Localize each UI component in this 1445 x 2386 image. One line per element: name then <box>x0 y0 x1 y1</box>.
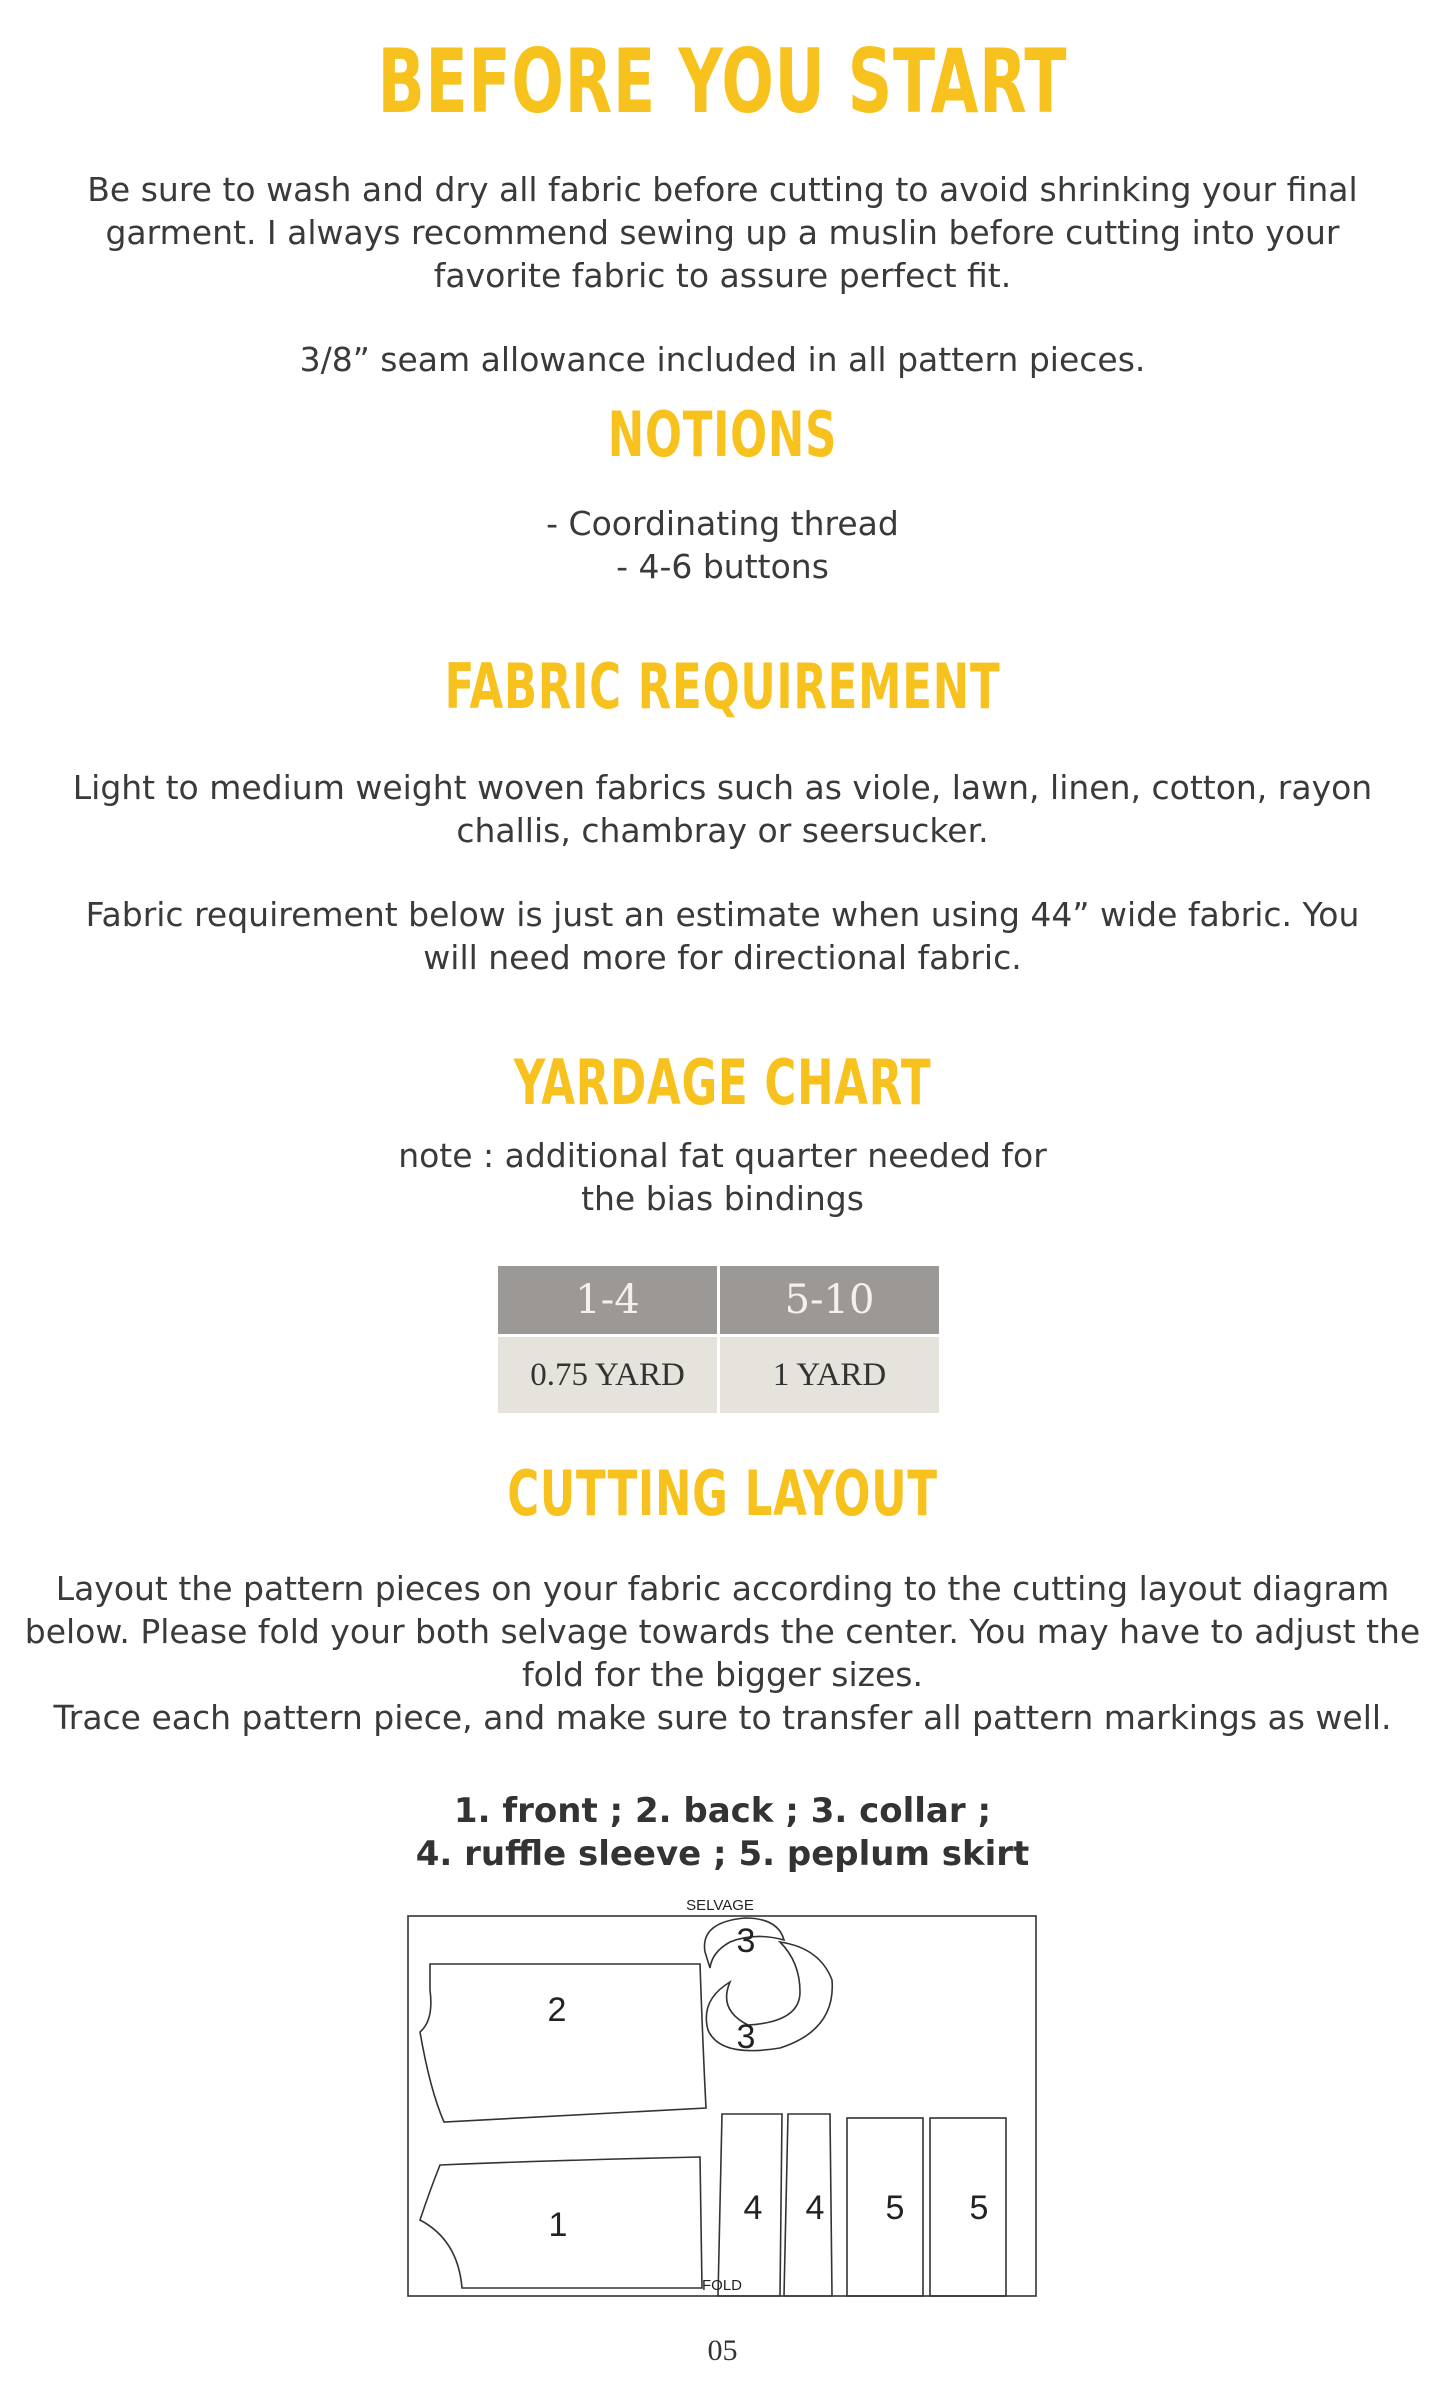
cutting-instructions <box>0 1567 1445 1739</box>
size-range-header: 1-4 <box>498 1266 719 1336</box>
back-piece <box>420 1964 706 2122</box>
before-line-1: Be sure to wash and dry all fabric before cutting to avoid shrinking your final <box>87 170 1358 209</box>
fold-label: FOLD <box>701 2277 743 2294</box>
fabric-requirement-heading: FABRIC REQUIREMENT <box>444 650 1001 723</box>
piece-label: 5 <box>885 2189 905 2227</box>
yardage-table <box>498 1266 942 1413</box>
before-line-3: favorite fabric to assure perfect fit. <box>433 256 1012 295</box>
cutting-layout-diagram <box>400 1890 1050 2310</box>
fabric-line-2: challis, chambray or seersucker. <box>456 811 989 850</box>
peplum-skirt-piece <box>930 2118 1006 2296</box>
notion-item: - 4-6 buttons <box>616 547 829 586</box>
pattern-pieces-legend <box>0 1790 1445 1876</box>
page-number: 05 <box>707 2334 738 2367</box>
fabric-estimate-paragraph <box>0 893 1445 979</box>
cutting-line-2: below. Please fold your both selvage towards the center. You may have to adjust the <box>24 1612 1421 1651</box>
fabric-types-paragraph <box>0 766 1445 852</box>
fabric-line-1: Light to medium weight woven fabrics such as viole, lawn, linen, cotton, rayon <box>72 768 1373 807</box>
notions-heading: NOTIONS <box>607 398 838 471</box>
fabric-outline <box>408 1916 1036 2296</box>
before-line-2: garment. I always recommend sewing up a muslin before cutting into your <box>105 213 1340 252</box>
piece-label: 1 <box>548 2206 568 2244</box>
size-range-header: 5-10 <box>719 1266 941 1336</box>
note-line-2: the bias bindings <box>581 1179 864 1218</box>
piece-label: 3 <box>736 2018 756 2056</box>
note-line-1: note : additional fat quarter needed for <box>398 1136 1047 1175</box>
estimate-line-2: will need more for directional fabric. <box>423 938 1022 977</box>
notions-list <box>0 502 1445 588</box>
notion-item: - Coordinating thread <box>546 504 899 543</box>
pieces-line-2: 4. ruffle sleeve ; 5. peplum skirt <box>415 1834 1030 1874</box>
yardage-table-row <box>498 1336 941 1414</box>
yardage-value: 0.75 YARD <box>498 1336 719 1414</box>
piece-label: 4 <box>805 2189 825 2227</box>
yardage-note <box>0 1134 1445 1220</box>
yardage-value: 1 YARD <box>719 1336 941 1414</box>
cutting-line-4: Trace each pattern piece, and make sure to transfer all pattern markings as well. <box>53 1698 1392 1737</box>
piece-label: 4 <box>743 2189 763 2227</box>
piece-label: 5 <box>969 2189 989 2227</box>
before-you-start-heading: BEFORE YOU START <box>377 30 1068 133</box>
yardage-table-header-row <box>498 1266 941 1336</box>
pieces-line-1: 1. front ; 2. back ; 3. collar ; <box>453 1791 992 1831</box>
cutting-line-3: fold for the bigger sizes. <box>522 1655 923 1694</box>
yardage-chart-heading: YARDAGE CHART <box>513 1046 932 1119</box>
seam-allowance-note: 3/8” seam allowance included in all pattern pieces. <box>299 340 1146 379</box>
piece-label: 2 <box>547 1991 567 2029</box>
cutting-line-1: Layout the pattern pieces on your fabric according to the cutting layout diagram <box>55 1569 1390 1608</box>
piece-label: 3 <box>736 1922 756 1960</box>
collar-piece <box>706 1942 832 2051</box>
selvage-label: SELVAGE <box>686 1897 754 1914</box>
before-intro-paragraph <box>0 168 1445 297</box>
cutting-layout-heading: CUTTING LAYOUT <box>507 1457 938 1530</box>
estimate-line-1: Fabric requirement below is just an estimate when using 44” wide fabric. You <box>85 895 1360 934</box>
